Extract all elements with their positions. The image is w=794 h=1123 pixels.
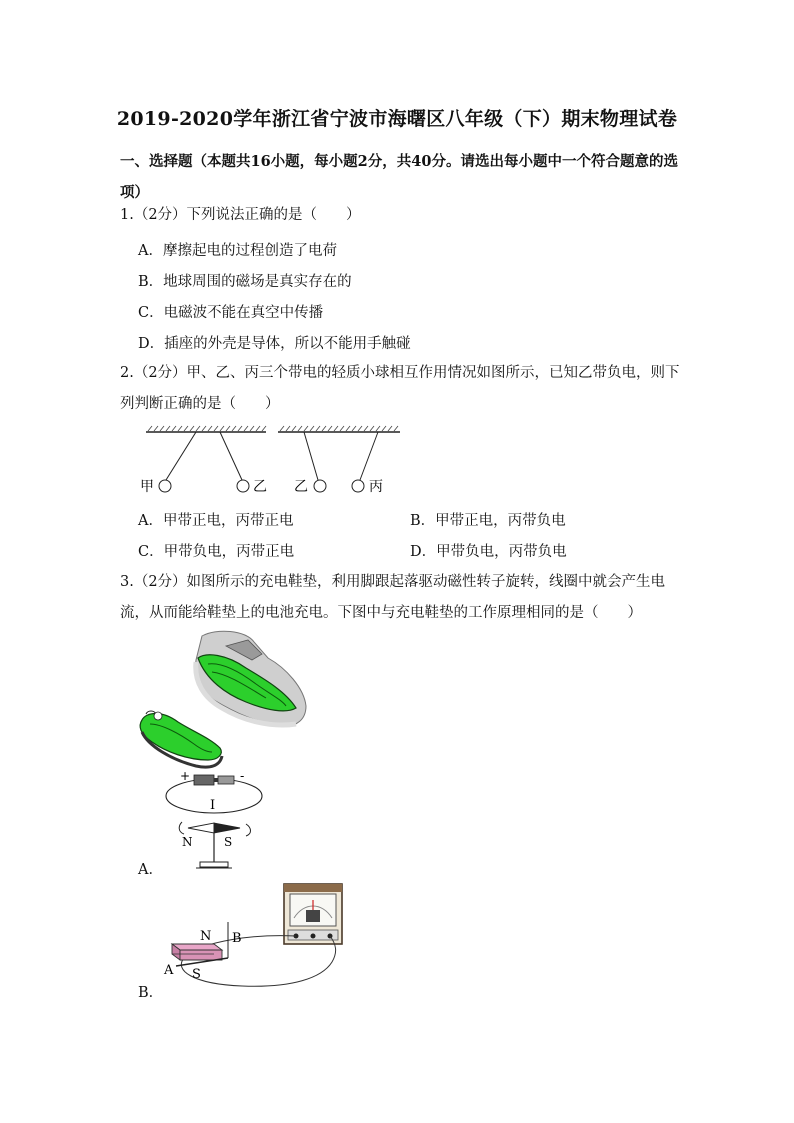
section-heading: 一、选择题（本题共16小题，每小题2分，共40分。请选出每小题中一个符合题意的选项） (120, 153, 678, 201)
label-yi-left: 乙 (253, 479, 267, 495)
question-2-stem: 2.（2分）甲、乙、丙三个带电的轻质小球相互作用情况如图所示，已知乙带负电，则下列判断正确的是（ ） (120, 365, 680, 412)
question-1-option-a: A．摩擦起电的过程创造了电荷 (138, 243, 337, 259)
current-label: I (210, 798, 216, 813)
label-yi-right: 乙 (294, 479, 308, 495)
question-3-stem: 3.（2分）如图所示的充电鞋垫，利用脚跟起落驱动磁性转子旋转，线圈中就会产生电流，从而能给鞋垫上的电池充电。下图中与充电鞋垫的工作原理相同的是（ ） (120, 574, 666, 621)
compass-north: N (182, 835, 193, 849)
option-b-figure (162, 880, 352, 990)
page-title: 2019-2020学年浙江省宁波市海曙区八年级（下）期末物理试卷 (116, 108, 678, 130)
question-3-option-a-label: A． (138, 862, 163, 878)
magnet-north-label: N (200, 929, 212, 944)
magnet-south-label: S (192, 967, 201, 982)
label-bing: 丙 (369, 479, 383, 495)
question-1-stem: 1.（2分）下列说法正确的是（ ） (120, 207, 361, 223)
battery-minus-sign: - (240, 770, 245, 783)
question-1-option-d: D．插座的外壳是导体，所以不能用手触碰 (138, 336, 411, 352)
question-2-option-b: B．甲带正电，丙带负电 (410, 513, 566, 529)
compass-south: S (224, 835, 233, 849)
battery-plus-sign: + (180, 770, 191, 783)
question-1-option-b: B．地球周围的磁场是真实存在的 (138, 274, 352, 290)
question-2-option-d: D．甲带负电，丙带负电 (410, 544, 567, 560)
label-jia: 甲 (140, 479, 154, 495)
question-1-option-c: C．电磁波不能在真空中传播 (138, 305, 324, 321)
charging-insole-image (136, 628, 311, 770)
conductor-a-label: A (164, 963, 174, 978)
question-3-option-b-label: B． (138, 985, 164, 1001)
question-2-option-a: A．甲带正电，丙带正电 (138, 513, 294, 529)
option-a-figure (160, 770, 270, 872)
charged-balls-figure (138, 420, 408, 502)
question-2-option-c: C．甲带负电，丙带正电 (138, 544, 295, 560)
conductor-b-label: B (232, 931, 242, 946)
